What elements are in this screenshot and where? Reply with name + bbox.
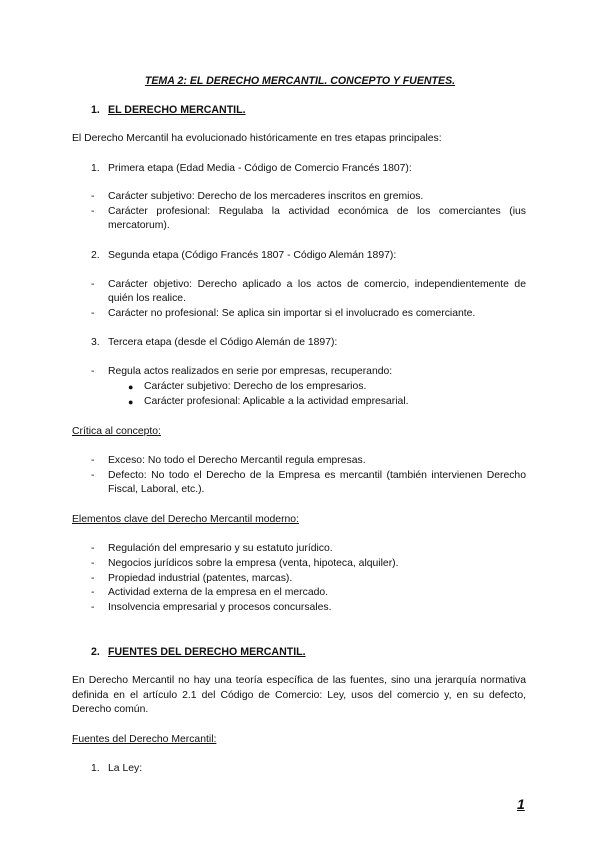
dash-marker: - [91, 366, 95, 377]
list-item: Insolvencia empresarial y procesos concursales. [108, 602, 332, 613]
page-title: TEMA 2: EL DERECHO MERCANTIL. CONCEPTO Y FUENTES. [144, 75, 456, 87]
list-item: Exceso: No todo el Derecho Mercantil regula empresas. [108, 455, 366, 466]
page-number: 1 [517, 796, 525, 812]
dash-marker: - [91, 470, 95, 481]
fuentes-heading: Fuentes del Derecho Mercantil: [72, 734, 217, 745]
dash-marker: - [91, 587, 95, 598]
section-1-heading: EL DERECHO MERCANTIL. [108, 104, 246, 116]
fuente-1-label: La Ley: [108, 763, 143, 774]
bullet-marker: ● [128, 382, 134, 392]
dash-marker: - [91, 558, 95, 569]
stage-2-label: Segunda etapa (Código Francés 1807 - Código Alemán 1897): [108, 250, 397, 261]
dash-marker: - [91, 279, 95, 290]
bullet-marker: ● [128, 397, 134, 407]
list-item: Actividad externa de la empresa en el mercado. [108, 587, 329, 598]
elementos-heading: Elementos clave del Derecho Mercantil moderno: [72, 514, 299, 525]
section-2-heading: FUENTES DEL DERECHO MERCANTIL. [108, 646, 306, 658]
stage-1-label: Primera etapa (Edad Media - Código de Comercio Francés 1807): [108, 163, 412, 174]
list-item: Defecto: No todo el Derecho de la Empresa es mercantil (también intervienen Derecho Fiscal, Laboral, etc.). [108, 470, 526, 495]
dash-marker: - [91, 308, 95, 319]
fuente-1-number: 1. [91, 763, 100, 774]
list-item: Propiedad industrial (patentes, marcas). [108, 573, 293, 584]
list-item: Carácter profesional: Regulaba la actividad económica de los comerciantes (ius mercatorum). [108, 206, 526, 231]
section-1-intro: El Derecho Mercantil ha evolucionado históricamente en tres etapas principales: [72, 133, 442, 144]
sub-list-item: Carácter subjetivo: Derecho de los empresarios. [144, 381, 367, 392]
list-item: Carácter no profesional: Se aplica sin importar si el involucrado es comerciante. [108, 308, 476, 319]
dash-marker: - [91, 573, 95, 584]
list-item: Carácter objetivo: Derecho aplicado a los actos de comercio, independientemente de quién los realice. [108, 279, 526, 304]
list-item: Regulación del empresario y su estatuto jurídico. [108, 543, 333, 554]
list-item: Negocios jurídicos sobre la empresa (venta, hipoteca, alquiler). [108, 558, 399, 569]
section-2-paragraph: En Derecho Mercantil no hay una teoría específica de las fuentes, sino una jerarquía normativa definida en el artículo 2.1 del Código de Comercio: Ley, usos del comercio y, en su defecto, Derecho común. [72, 675, 526, 716]
stage-1-number: 1. [91, 163, 100, 174]
dash-marker: - [91, 191, 95, 202]
dash-marker: - [91, 455, 95, 466]
stage-3-label: Tercera etapa (desde el Código Alemán de 1897): [108, 337, 338, 348]
stage-2-number: 2. [91, 250, 100, 261]
stage-3-number: 3. [91, 337, 100, 348]
dash-marker: - [91, 602, 95, 613]
list-item: Regula actos realizados en serie por empresas, recuperando: [108, 366, 393, 377]
dash-marker: - [91, 206, 95, 217]
section-2-number: 2. [91, 646, 100, 658]
dash-marker: - [91, 543, 95, 554]
critica-heading: Crítica al concepto: [72, 426, 161, 437]
list-item: Carácter subjetivo: Derecho de los mercaderes inscritos en gremios. [108, 191, 424, 202]
sub-list-item: Carácter profesional: Aplicable a la actividad empresarial. [144, 396, 409, 407]
section-1-number: 1. [91, 104, 100, 116]
